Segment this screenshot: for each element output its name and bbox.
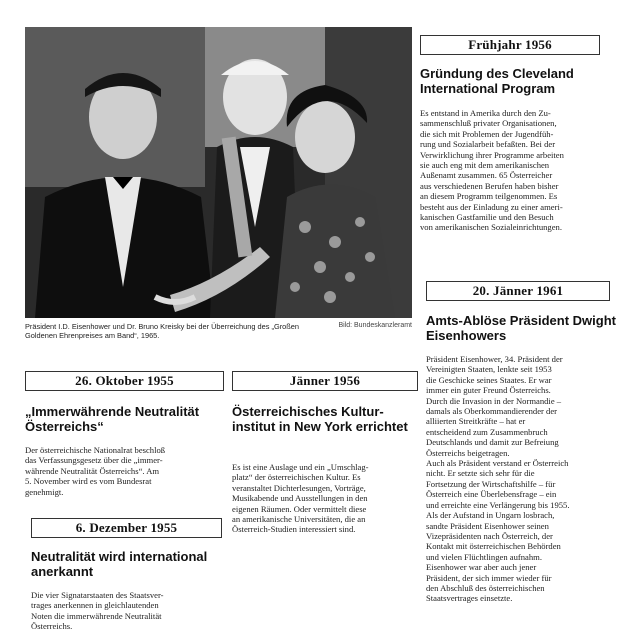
body-kulturinstitut: Es ist eine Auslage und ein „Umschlag- platz“ der österreichischen Kultur. Es veranstaltet Dichterlesungen, Vorträge, Musikabende und Ausstellungen in den eigenen Räumen. Oder vermittelt diese an amerikanische Universitäten, die an Österreich-Studien interessiert sind. xyxy=(232,462,369,535)
headline-neutralitaet-anerkannt: Neutralität wird international anerkannt xyxy=(31,549,208,579)
headline-eisenhower: Amts-Ablöse Präsident Dwight Eisenhowers xyxy=(426,313,616,343)
date-box-fruehjahr-1956: Frühjahr 1956 xyxy=(420,35,600,55)
date-box-jaenner-1956: Jänner 1956 xyxy=(232,371,418,391)
body-eisenhower: Präsident Eisenhower, 34. Präsident der Vereinigten Staaten, lenkte seit 1953 die Geschicke seines Staates. Er war immer ein guter Freund Österreichs. Durch die Invasion in der Normandie – damals als Oberkommandierender der alliierten Streitkräfte – hat er entscheidend zum Zusammenbruch Deutschlands und damit zur Befreiung Österreichs beigetragen. Auch als Präsident verstand er Österreich nicht. Er setzte sich sehr für die Fortsetzung der Wirtschaftshilfe – für Österreich eine Überlebensfrage – ein und erreichte eine Verlängerung bis 1955. Als der Aufstand in Ungarn losbrach, sandte Präsident Eisenhower seinen Vizepräsidenten nach Österreich, der Kontakt mit österreichischen Behörden und vielen Flüchtlingen aufnahm. Eisenhower war aber auch jener Präsident, der sich immer wieder für den Abschluß des österreichischen Staatsvertrages einsetzte. xyxy=(426,354,570,604)
date-box-oktober-1955: 26. Oktober 1955 xyxy=(25,371,224,391)
body-neutralitaet-anerkannt: Die vier Signatarstaaten des Staatsver- trages anerkennen in gleichlautenden Noten die immerwährende Neutralität Österreichs. xyxy=(31,590,164,632)
photo-illustration xyxy=(25,27,412,318)
date-box-dezember-1955: 6. Dezember 1955 xyxy=(31,518,222,538)
body-cleveland-program: Es entstand in Amerika durch den Zu- sammenschluß privater Organisationen, die sich mit Problemen der Jugendfüh- rung und Sozialarbeit befaßten. Bei der Verwirklichung ihrer Programme arbeiten sie auch eng mit dem amerikanischen Außenamt zusammen. 65 Österreicher aus verschiedenen Berufen haben bisher an diesem Programm teilgenommen. Es besteht aus der Einladung zu einer ameri- kanischen Gastfamilie und den Besuch von amerikanischen Sozialeinrichtungen. xyxy=(420,108,564,233)
headline-neutralitaet: „Immerwährende Neutralität Österreichs“ xyxy=(25,404,200,434)
date-box-jaenner-1961: 20. Jänner 1961 xyxy=(426,281,610,301)
news-photo xyxy=(25,27,412,318)
body-neutralitaet: Der österreichische Nationalrat beschloß das Verfassungsgesetz über die „immer- währende Neutralität Österreichs“. Am 5. November wird es vom Bundesrat genehmigt. xyxy=(25,445,166,497)
headline-cleveland-program: Gründung des Cleveland International Program xyxy=(420,66,574,96)
headline-kulturinstitut: Österreichisches Kultur-institut in New York errichtet xyxy=(232,404,408,434)
photo-credit: Bild: Bundeskanzleramt xyxy=(338,322,412,329)
photo-caption: Präsident I.D. Eisenhower und Dr. Bruno Kreisky bei der Überreichung des „Großen Goldenen Ehrenpreises am Band“, 1965. xyxy=(25,322,299,340)
